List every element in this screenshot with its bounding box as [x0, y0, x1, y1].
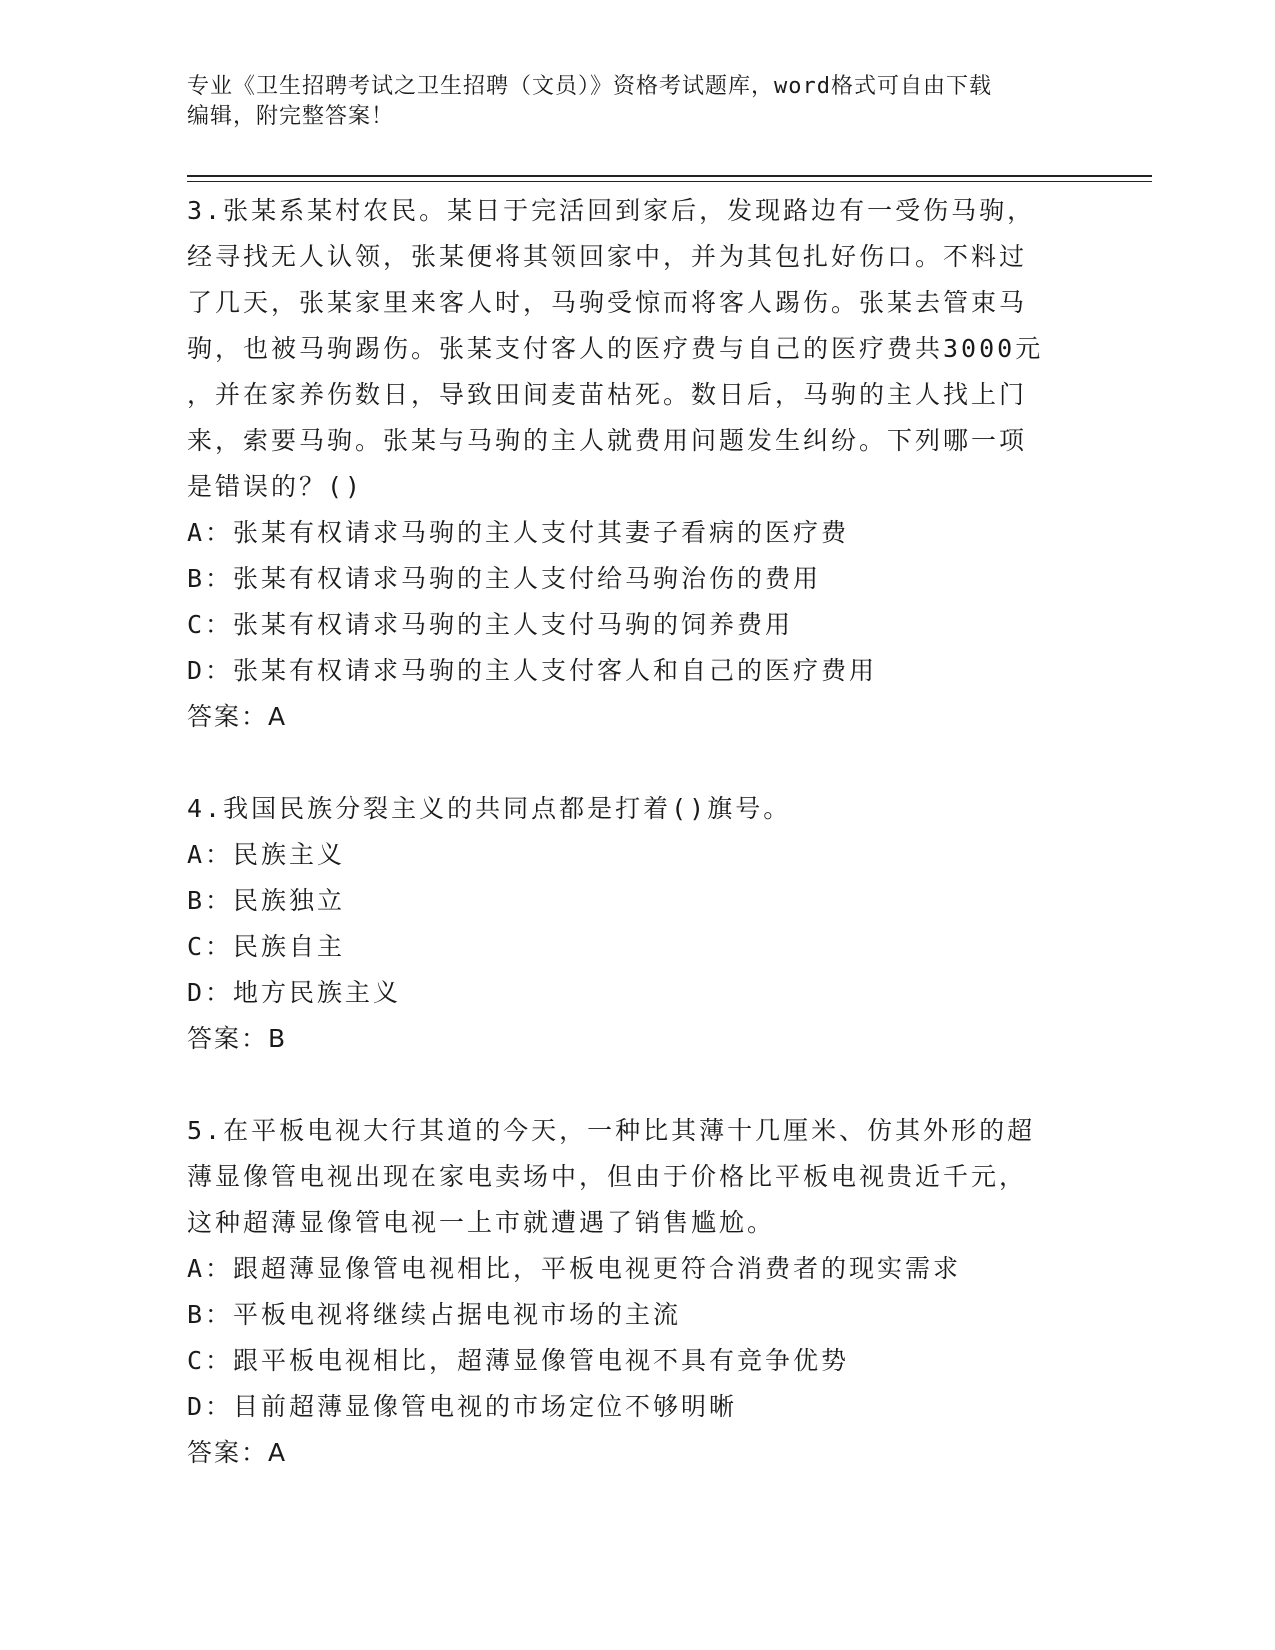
- answer-line: 答案：A: [187, 702, 288, 731]
- answer-line: 答案：A: [187, 1438, 288, 1467]
- document-header: [187, 72, 1087, 132]
- option-a: A：民族主义: [187, 840, 346, 869]
- question-text-line: 驹，也被马驹踢伤。张某支付客人的医疗费与自己的医疗费共3000元: [187, 334, 1044, 363]
- spacer: [187, 740, 1087, 786]
- option-d: D：地方民族主义: [187, 978, 402, 1007]
- question-text-line: 了几天，张某家里来客人时，马驹受惊而将客人踢伤。张某去管束马: [187, 288, 1028, 317]
- question-text-line: 3.张某系某村农民。某日于完活回到家后，发现路边有一受伤马驹，: [187, 196, 1036, 225]
- option-c: C：民族自主: [187, 932, 346, 961]
- header-divider-thick: [187, 175, 1152, 177]
- question-text-line: 5.在平板电视大行其道的今天，一种比其薄十几厘米、仿其外形的超: [187, 1116, 1036, 1145]
- option-b: B：民族独立: [187, 886, 346, 915]
- option-b: B：张某有权请求马驹的主人支付给马驹治伤的费用: [187, 564, 822, 593]
- header-line-1: 专业《卫生招聘考试之卫生招聘（文员）》资格考试题库，word格式可自由下载: [187, 74, 992, 99]
- option-c: C：张某有权请求马驹的主人支付马驹的饲养费用: [187, 610, 794, 639]
- question-block-3: [187, 188, 1087, 740]
- question-list: [187, 188, 1087, 1476]
- question-block-5: [187, 1108, 1087, 1476]
- option-a: A：张某有权请求马驹的主人支付其妻子看病的医疗费: [187, 518, 850, 547]
- question-text-line: 是错误的？(): [187, 472, 364, 501]
- option-d: D：张某有权请求马驹的主人支付客人和自己的医疗费用: [187, 656, 878, 685]
- question-text-line: 来，索要马驹。张某与马驹的主人就费用问题发生纠纷。下列哪一项: [187, 426, 1028, 455]
- question-text-line: 经寻找无人认领，张某便将其领回家中，并为其包扎好伤口。不料过: [187, 242, 1028, 271]
- question-text-line: ，并在家养伤数日，导致田间麦苗枯死。数日后，马驹的主人找上门: [187, 380, 1028, 409]
- header-line-2: 编辑，附完整答案！: [187, 104, 395, 129]
- option-d: D：目前超薄显像管电视的市场定位不够明晰: [187, 1392, 738, 1421]
- question-block-4: [187, 786, 1087, 1062]
- option-a: A：跟超薄显像管电视相比，平板电视更符合消费者的现实需求: [187, 1254, 962, 1283]
- answer-line: 答案：B: [187, 1024, 288, 1053]
- question-text-line: 4.我国民族分裂主义的共同点都是打着()旗号。: [187, 794, 792, 823]
- header-divider-thin: [187, 181, 1152, 182]
- question-text-line: 这种超薄显像管电视一上市就遭遇了销售尴尬。: [187, 1208, 776, 1237]
- option-c: C：跟平板电视相比，超薄显像管电视不具有竞争优势: [187, 1346, 850, 1375]
- spacer: [187, 1062, 1087, 1108]
- question-text-line: 薄显像管电视出现在家电卖场中，但由于价格比平板电视贵近千元，: [187, 1162, 1028, 1191]
- option-b: B：平板电视将继续占据电视市场的主流: [187, 1300, 682, 1329]
